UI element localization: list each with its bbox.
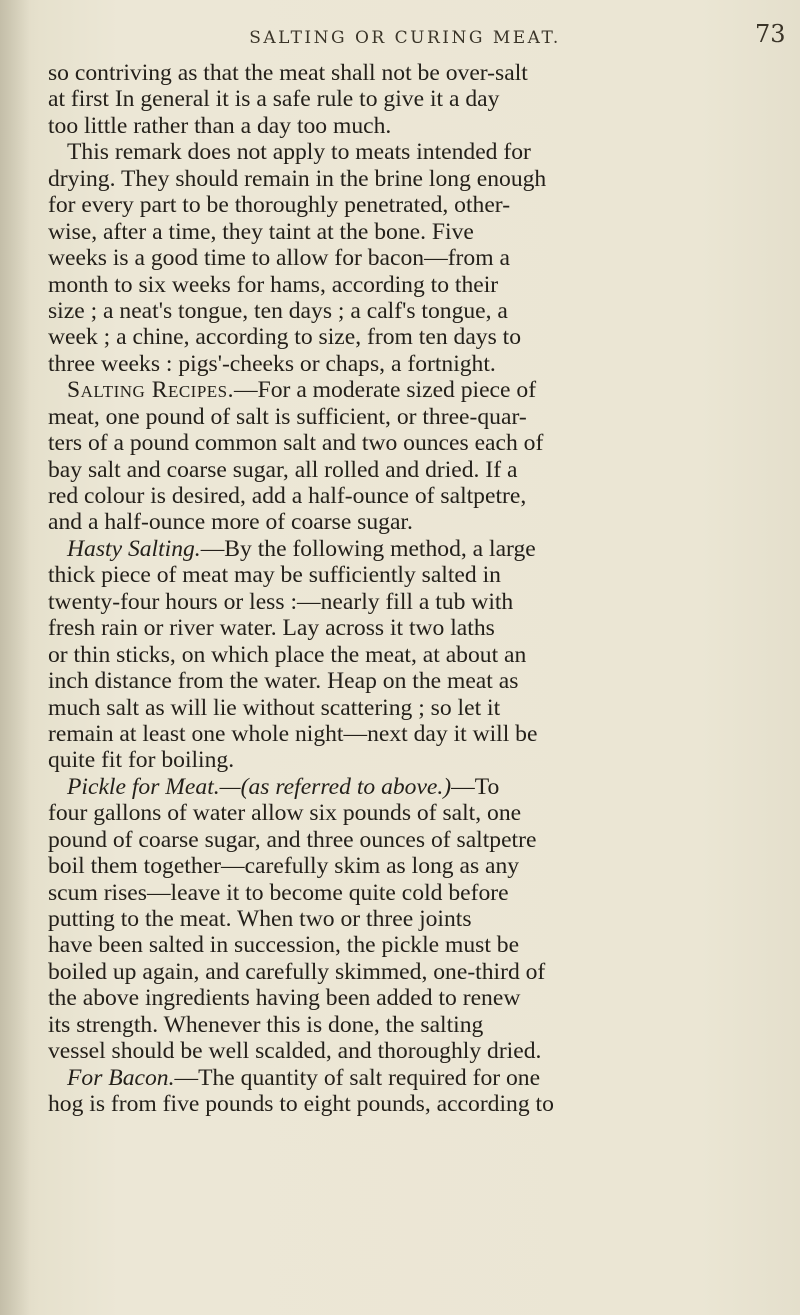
text-line: quite fit for boiling.	[48, 747, 235, 774]
section-heading: Hasty Salting.	[67, 535, 201, 562]
text-line	[48, 774, 778, 800]
text-line: at first In general it is a safe rule to give it a day	[48, 86, 500, 113]
section-heading: For Bacon.	[67, 1064, 175, 1091]
text-line: have been salted in succession, the pickle must be	[48, 932, 520, 959]
text-line: fresh rain or river water. Lay across it two laths	[48, 615, 495, 642]
heading-continuation: —The quantity of salt required for one	[174, 1064, 541, 1091]
text-line: weeks is a good time to allow for bacon—from a	[48, 245, 510, 272]
text-line: too little rather than a day too much.	[48, 112, 392, 139]
section-heading: Pickle for Meat.—(as referred to above.)	[67, 773, 452, 800]
text-line: wise, after a time, they taint at the bone. Five	[48, 218, 474, 245]
paragraph-intro	[48, 60, 778, 139]
text-line	[48, 377, 778, 403]
body-text	[48, 60, 778, 1118]
text-line: much salt as will lie without scattering ; so let it	[48, 694, 501, 721]
text-line: remain at least one whole night—next day it will be	[48, 720, 538, 747]
page-number: 73	[755, 20, 786, 48]
text-line: boil them together—carefully skim as long as any	[48, 853, 520, 880]
text-line: so contriving as that the meat shall not be over-salt	[48, 60, 528, 86]
text-line: ters of a pound common salt and two ounces each of	[48, 430, 544, 457]
paragraph-drying	[48, 139, 778, 377]
text-line: putting to the meat. When two or three joints	[48, 906, 472, 932]
text-line: meat, one pound of salt is sufficient, or three-quar-	[48, 403, 527, 430]
heading-continuation: —To	[451, 773, 500, 800]
text-line: its strength. Whenever this is done, the salting	[48, 1011, 484, 1038]
text-line: This remark does not apply to meats intended for	[67, 139, 531, 166]
heading-continuation: —By the following method, a large	[200, 535, 536, 562]
text-line: twenty-four hours or less :—nearly fill a tub with	[48, 588, 514, 615]
text-line	[48, 536, 778, 562]
text-line: and a half-ounce more of coarse sugar.	[48, 509, 413, 536]
text-line: drying. They should remain in the brine long enough	[48, 165, 547, 192]
text-line: month to six weeks for hams, according to their	[48, 271, 499, 298]
text-line: boiled up again, and carefully skimmed, one-third of	[48, 958, 546, 985]
text-line: thick piece of meat may be sufficiently salted in	[48, 562, 501, 589]
text-line: vessel should be well scalded, and thoroughly dried.	[48, 1038, 542, 1065]
text-line: three weeks : pigs'-cheeks or chaps, a fortnight.	[48, 350, 496, 377]
running-title: SALTING OR CURING MEAT.	[249, 28, 561, 48]
text-line: the above ingredients having been added to renew	[48, 985, 521, 1012]
text-line	[48, 1065, 778, 1091]
paragraph-pickle-for-meat	[48, 774, 778, 1065]
paragraph-for-bacon	[48, 1065, 778, 1118]
text-line: hog is from five pounds to eight pounds, according to	[48, 1091, 554, 1118]
page-edge-shadow	[0, 0, 30, 1315]
text-line: pound of coarse sugar, and three ounces of saltpetre	[48, 826, 537, 853]
heading-continuation: —For a moderate sized piece of	[234, 377, 537, 404]
text-line: for every part to be thoroughly penetrated, other-	[48, 192, 511, 219]
text-line: bay salt and coarse sugar, all rolled and dried. If a	[48, 456, 518, 483]
text-line: week ; a chine, according to size, from ten days to	[48, 324, 522, 351]
paragraph-salting-recipes	[48, 377, 778, 536]
text-line: size ; a neat's tongue, ten days ; a calf's tongue, a	[48, 297, 508, 324]
text-line: inch distance from the water. Heap on the meat as	[48, 668, 519, 695]
text-line: scum rises—leave it to become quite cold before	[48, 879, 509, 906]
text-line: red colour is desired, add a half-ounce of saltpetre,	[48, 483, 527, 509]
text-line: or thin sticks, on which place the meat, at about an	[48, 641, 527, 668]
section-heading: Salting Recipes.	[67, 377, 235, 404]
paragraph-hasty-salting	[48, 536, 778, 774]
text-line: four gallons of water allow six pounds of salt, one	[48, 800, 522, 827]
